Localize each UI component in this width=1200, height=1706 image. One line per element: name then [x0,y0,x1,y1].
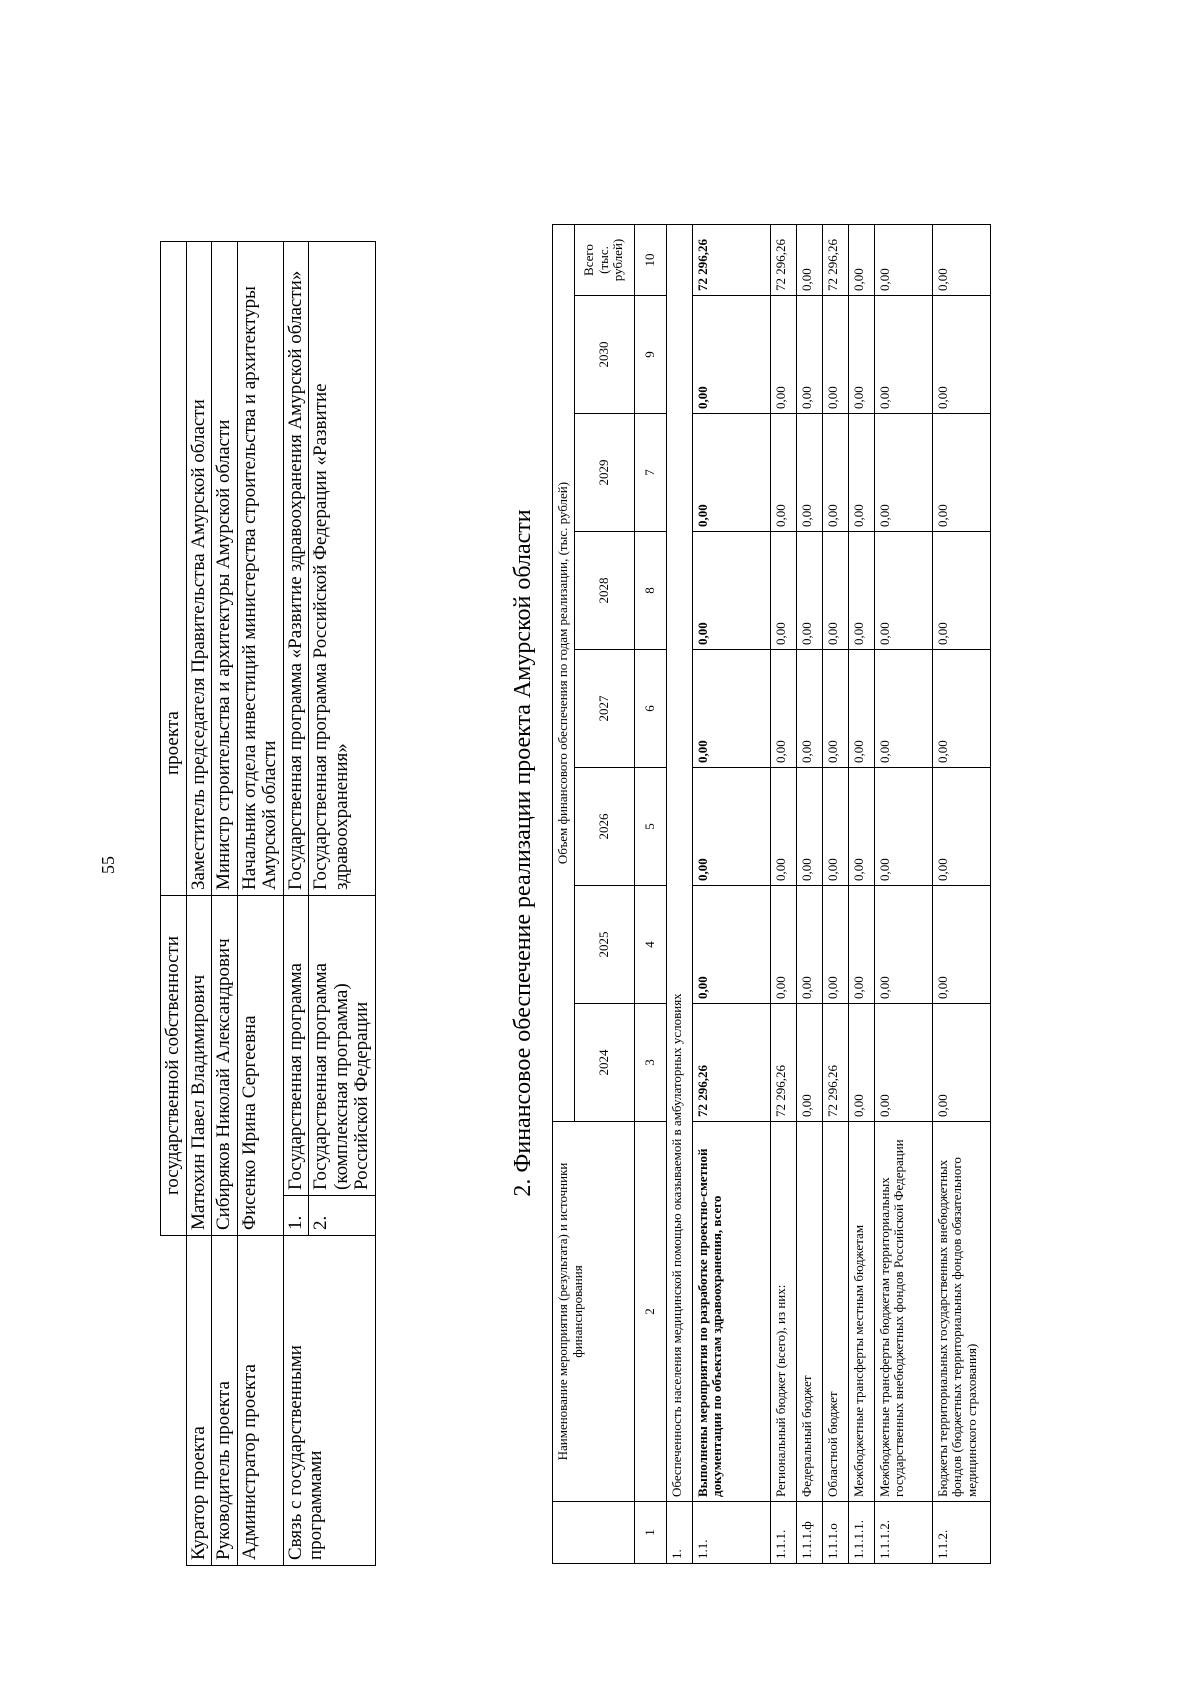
finance-row [692,225,770,1564]
row-person-leader: Сибиряков Николай Александрович [212,896,238,1236]
page-number: 55 [98,856,118,874]
program-type-1: Государственная программа [283,896,309,1196]
finance-row-value: 0,00 [932,886,990,1004]
finance-row-num: 1.1.1.о [822,1502,848,1564]
finance-row-value: 0,00 [692,532,770,650]
finance-row-value: 0,00 [796,296,822,414]
header-cell-ownership: государственной собственности [161,896,187,1236]
col-number: 8 [634,532,666,650]
finance-row-value: 72 296,26 [770,1004,796,1122]
col-number: 2 [634,1122,666,1502]
finance-row-num: 1.1.1.1. [848,1502,874,1564]
finance-row-value: 0,00 [770,414,796,532]
finance-row-value: 0,00 [874,1004,932,1122]
finance-row-name: Межбюджетные трансферты местным бюджетам [848,1122,874,1502]
finance-row-value: 0,00 [848,532,874,650]
finance-row [770,225,796,1564]
finance-row-value: 0,00 [692,768,770,886]
finance-row-value: 0,00 [822,650,848,768]
finance-row-value: 0,00 [692,650,770,768]
finance-row-value: 0,00 [692,886,770,1004]
finance-row-value: 0,00 [770,532,796,650]
finance-row-total: 72 296,26 [770,225,796,296]
finance-row-value: 0,00 [796,532,822,650]
finance-row-value: 0,00 [848,1004,874,1122]
finance-row-value: 0,00 [692,296,770,414]
program-num-2: 2. [309,1196,376,1236]
finance-row-name: Областной бюджет [822,1122,848,1502]
finance-row-value: 0,00 [932,768,990,886]
finance-row-value: 0,00 [932,414,990,532]
finance-row-total: 0,00 [796,225,822,296]
finance-row-value: 0,00 [874,296,932,414]
finance-row-value: 0,00 [874,532,932,650]
finance-row [932,225,990,1564]
finance-row-value: 0,00 [874,768,932,886]
head-year: 2029 [574,414,634,532]
head-name-col: Наименование мероприятия (результата) и источники финансирования [553,1122,635,1502]
finance-row-value: 0,00 [796,1004,822,1122]
program-name-2: Государственная программа Российской Федерации «Развитие здравоохранения» [309,242,376,896]
finance-row-total: 72 296,26 [822,225,848,296]
finance-row-name: Федеральный бюджет [796,1122,822,1502]
finance-row-value: 0,00 [796,414,822,532]
finance-row-value: 0,00 [932,296,990,414]
row-label-curator: Куратор проекта [186,1236,212,1566]
finance-row-value: 0,00 [822,414,848,532]
row-position-curator: Заместитель председателя Правительства Амурской области [186,242,212,896]
finance-row [822,225,848,1564]
finance-row-value: 0,00 [932,1004,990,1122]
finance-row-value: 0,00 [796,768,822,886]
finance-table [552,224,991,1564]
col-number: 1 [634,1502,666,1564]
finance-row [796,225,822,1564]
col-number: 10 [634,225,666,296]
finance-row-value: 0,00 [770,296,796,414]
col-number: 4 [634,886,666,1004]
col-number: 7 [634,414,666,532]
finance-row-value: 0,00 [822,768,848,886]
row-person-admin: Фисенко Ирина Сергеевна [237,896,283,1236]
head-year: 2027 [574,650,634,768]
row-person-curator: Матюхин Павел Владимирович [186,896,212,1236]
programs-label: Связь с государственными программами [283,1236,375,1566]
program-type-2: Государственная программа (комплексная программа) Российской Федерации [309,896,376,1196]
finance-row-value: 0,00 [848,650,874,768]
finance-row-num: 1.1. [692,1502,770,1564]
finance-row-name: Региональный бюджет (всего), из них: [770,1122,796,1502]
finance-row-total: 72 296,26 [692,225,770,296]
program-num-1: 1. [283,1196,309,1236]
finance-row [874,225,932,1564]
col-number: 3 [634,1004,666,1122]
head-year: 2030 [574,296,634,414]
finance-row-value: 0,00 [848,886,874,1004]
finance-row-value: 0,00 [932,650,990,768]
header-cell-project: проекта [161,242,187,896]
finance-row-value: 0,00 [874,650,932,768]
finance-row-value: 0,00 [796,650,822,768]
finance-row-total: 0,00 [848,225,874,296]
col-number: 5 [634,768,666,886]
finance-row-value: 0,00 [770,886,796,1004]
head-num-empty [553,1502,635,1564]
finance-row-value: 0,00 [822,296,848,414]
finance-row-value: 0,00 [692,414,770,532]
finance-row-value: 0,00 [848,414,874,532]
finance-row-value: 0,00 [874,886,932,1004]
finance-row-value: 0,00 [932,532,990,650]
finance-row-value: 72 296,26 [822,1004,848,1122]
finance-row-num: 1.1.1.ф [796,1502,822,1564]
finance-row-name: Межбюджетные трансферты бюджетам территориальных государственных внебюджетных фондов Российской Федерации [874,1122,932,1502]
finance-row-value: 72 296,26 [692,1004,770,1122]
section-row-num: 1. [666,1502,692,1564]
section-row-text: Обеспеченность населения медицинской помощью оказываемой в амбулаторных условиях [666,225,692,1502]
finance-row-name: Выполнены мероприятия по разработке проектно-сметной документации по объектам здравоохранения, всего [692,1122,770,1502]
col-number: 6 [634,650,666,768]
row-label-admin: Администратор проекта [237,1236,283,1566]
row-label-leader: Руководитель проекта [212,1236,238,1566]
head-total: Всего (тыс. рублей) [574,225,634,296]
head-year: 2026 [574,768,634,886]
finance-row-value: 0,00 [848,768,874,886]
section-title: 2. Финансовое обеспечение реализации проекта Амурской области [510,509,536,1197]
finance-row-value: 0,00 [822,886,848,1004]
finance-row-value: 0,00 [770,650,796,768]
col-number: 9 [634,296,666,414]
finance-row-num: 1.1.1.2. [874,1502,932,1564]
head-group: Объем финансового обеспечения по годам реализации, (тыс. рублей) [553,225,575,1122]
finance-row-name: Бюджеты территориальных государственных внебюджетных фондов (бюджетных территориальных фондов обязательного медицинского страхования) [932,1122,990,1502]
project-info-table [160,241,376,1566]
row-position-leader: Министр строительства и архитектуры Амурской области [212,242,238,896]
row-position-admin: Начальник отдела инвестиций министерства строительства и архитектуры Амурской области [237,242,283,896]
header-empty-cell [161,1236,187,1566]
finance-row-num: 1.1.2. [932,1502,990,1564]
finance-row-value: 0,00 [796,886,822,1004]
finance-row-value: 0,00 [848,296,874,414]
program-name-1: Государственная программа «Развитие здравоохранения Амурской области» [283,242,309,896]
head-year: 2025 [574,886,634,1004]
finance-row-value: 0,00 [770,768,796,886]
finance-row [848,225,874,1564]
finance-row-num: 1.1.1. [770,1502,796,1564]
finance-row-total: 0,00 [874,225,932,296]
finance-row-value: 0,00 [822,532,848,650]
head-year: 2024 [574,1004,634,1122]
finance-row-total: 0,00 [932,225,990,296]
head-year: 2028 [574,532,634,650]
finance-row-value: 0,00 [874,414,932,532]
